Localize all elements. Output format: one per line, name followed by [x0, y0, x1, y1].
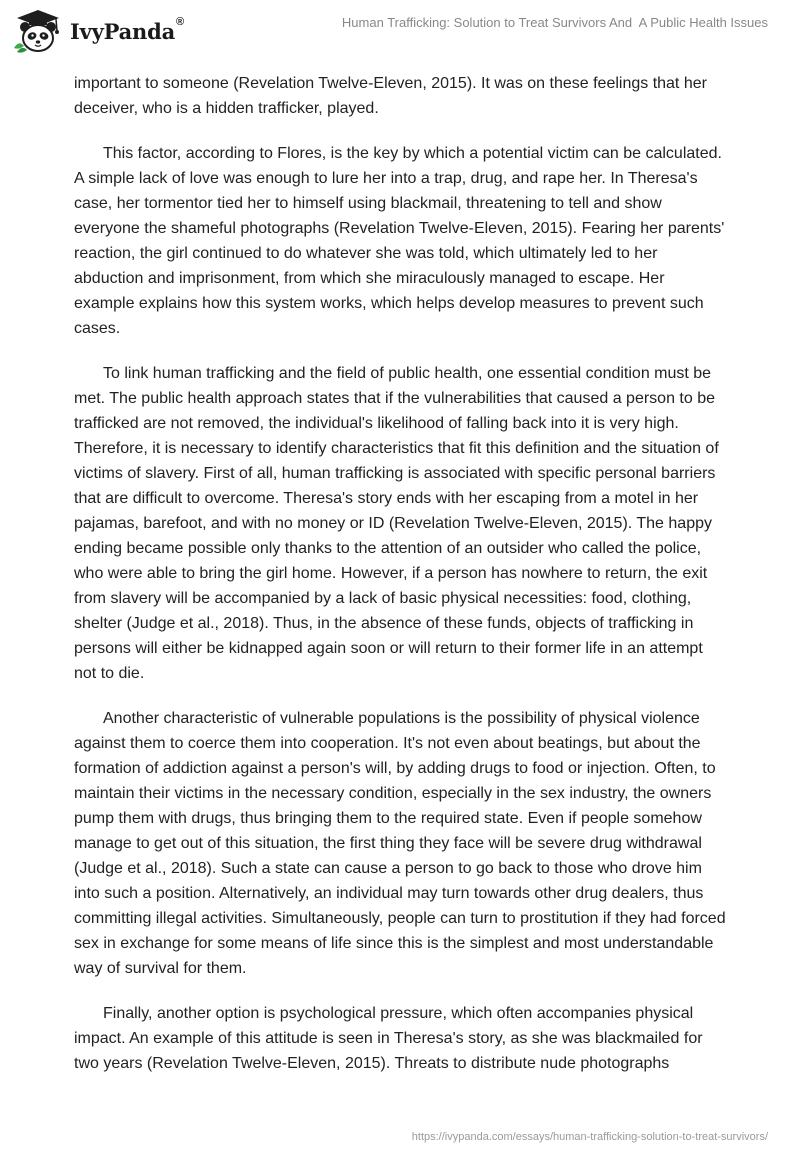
essay-body — [74, 71, 726, 1096]
paragraph: This factor, according to Flores, is the key by which a potential victim can be calculated. A simple lack of love was enough to lure her into a trap, drug, and rape her. In Theresa's case, her tormentor tied her to himself using blackmail, threatening to tell and show everyone the shameful photographs (Revelation Twelve-Eleven, 2015). Fearing her parents' reaction, the girl continued to do whatever she was told, which ultimately led to her abduction and imprisonment, from which she miraculously managed to escape. Her example explains how this system works, which helps develop measures to prevent such cases. — [74, 145, 725, 337]
source-url[interactable]: https://ivypanda.com/essays/human-trafficking-solution-to-treat-survivors/ — [411, 1131, 768, 1143]
brand-name: IvyPanda® — [70, 15, 184, 44]
ivypanda-logo[interactable] — [12, 8, 202, 54]
paragraph-continued: important to someone (Revelation Twelve-Eleven, 2015). It was on these feelings that her deceiver, who is a hidden trafficker, played. — [74, 75, 707, 117]
panda-graduate-icon — [12, 8, 64, 54]
document-title: Human Trafficking: Solution to Treat Survivors And A Public Health Issues — [341, 15, 768, 30]
page-header — [0, 0, 800, 62]
registered-mark: ® — [176, 15, 184, 28]
paragraph: To link human trafficking and the field of public health, one essential condition must be met. The public health approach states that if the vulnerabilities that caused a person to be trafficked are not removed, the individual's likelihood of falling back into it is very high. Therefore, it is necessary to identify characteristics that fit this definition and the situation of victims of slavery. First of all, human trafficking is associated with specific personal barriers that are difficult to overcome. Theresa's story ends with her escaping from a motel in her pajamas, barefoot, and with no money or ID (Revelation Twelve-Eleven, 2015). The happy ending became possible only thanks to the attention of an outsider who called the police, who were able to bring the girl home. However, if a person has nowhere to return, the exit from slavery will be accompanied by a lack of basic physical necessities: food, clothing, shelter (Judge et al., 2018). Thus, in the absence of these funds, objects of trafficking in persons will either be kidnapped again soon or will return to their former life in an attempt not to die. — [74, 365, 719, 682]
paragraph: Another characteristic of vulnerable populations is the possibility of physical violence against them to coerce them into cooperation. It's not even about beatings, but about the formation of addiction against a person's will, by adding drugs to food or injection. Often, to maintain their victims in the necessary condition, especially in the sex industry, the owners pump them with drugs, thus bringing them to the required state. Even if people somehow manage to get out of this situation, the first thing they face will be severe drug withdrawal (Judge et al., 2018). Such a state can cause a person to go back to those who drove him into such a position. Alternatively, an individual may turn towards other drug dealers, thus committing illegal activities. Simultaneously, people can turn to prostitution if they had forced sex in exchange for some means of life since this is the simplest and most understandable way of survival for them. — [74, 710, 726, 977]
paragraph: Finally, another option is psychological pressure, which often accompanies physical impact. An example of this attitude is seen in Theresa's story, as she was blackmailed for two years (Revelation Twelve-Eleven, 2015). Threats to distribute nude photographs — [74, 1005, 703, 1072]
